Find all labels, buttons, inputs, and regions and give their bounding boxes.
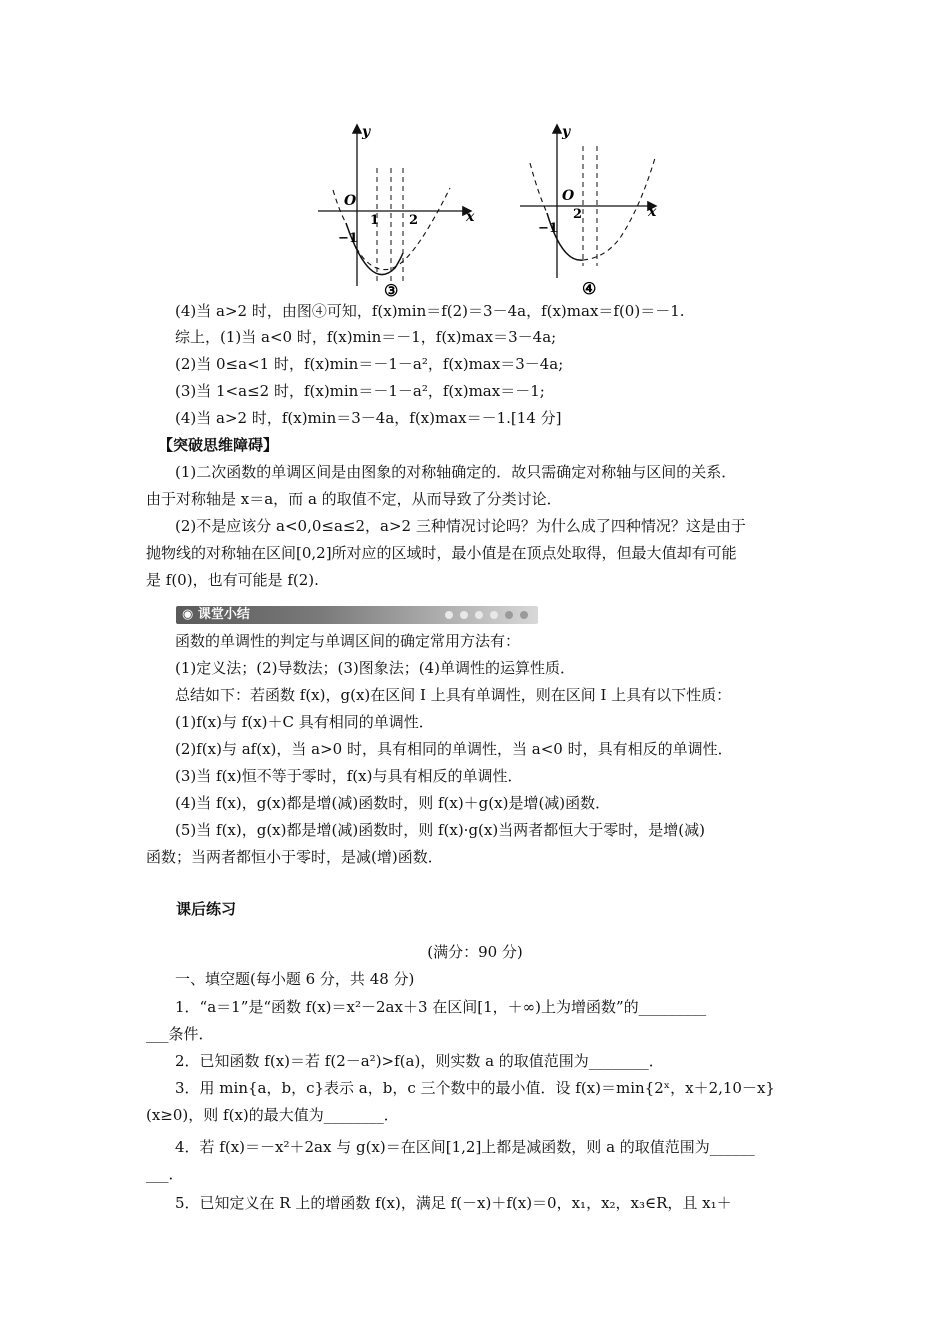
question-3: 3．用 min{a，b，c}表示 a，b，c 三个数中的最小值．设 f(x)＝min{2ˣ，x＋2,10－x} (175, 1079, 775, 1097)
fig3-y-label: y (362, 124, 371, 140)
question-3-cont: (x≥0)，则 f(x)的最大值为________． (146, 1106, 399, 1124)
fig3-neg-1: −1 (338, 231, 358, 246)
summary-line: 函数的单调性的判定与单调区间的确定常用方法有： (175, 632, 521, 650)
decorative-dots (445, 611, 528, 619)
solution-line: (3)当 1<a≤2 时，f(x)min＝－1－a²，f(x)max＝－1; (175, 382, 545, 400)
solution-line: (4)当 a>2 时，f(x)min＝3－4a，f(x)max＝－1.[14 分] (175, 409, 562, 427)
paragraph-line: (2)不是应该分 a<0,0≤a≤2，a>2 三种情况讨论吗？为什么成了四种情况？这是由于 (175, 517, 746, 535)
paragraph-line: 是 f(0)，也有可能是 f(2). (146, 571, 319, 589)
summary-line: (1)f(x)与 f(x)＋C 具有相同的单调性． (175, 713, 434, 731)
section-fill-blank: 一、填空题(每小题 6 分，共 48 分) (175, 970, 415, 988)
figure-3 (318, 124, 475, 298)
question-1-cont: ___条件． (146, 1025, 214, 1043)
fig3-origin: O (344, 193, 357, 209)
homework-title: 课后练习 (176, 900, 237, 918)
fig4-caption: ④ (582, 279, 597, 298)
fig3-caption: ③ (384, 281, 399, 298)
fig4-tick-2: 2 (573, 207, 583, 222)
summary-section-bar (176, 606, 538, 624)
parabola-figures (300, 118, 680, 298)
summary-line: (1)定义法；(2)导数法；(3)图象法；(4)单调性的运算性质． (175, 659, 575, 677)
paragraph-line: 由于对称轴是 x＝a，而 a 的取值不定，从而导致了分类讨论． (146, 490, 562, 508)
summary-line: (3)当 f(x)恒不等于零时，f(x)与具有相反的单调性． (175, 767, 523, 785)
question-5: 5．已知定义在 R 上的增函数 f(x)，满足 f(－x)＋f(x)＝0，x₁，x₂，x₃∈R，且 x₁＋ (175, 1194, 732, 1212)
figure-4 (520, 124, 657, 298)
fig4-origin: O (562, 188, 575, 204)
fig4-y-label: y (562, 124, 571, 140)
homework-score: (满分：90 分) (427, 943, 523, 961)
solution-line: (2)当 0≤a<1 时，f(x)min＝－1－a²，f(x)max＝3－4a; (175, 355, 564, 373)
fig3-tick-1: 1 (370, 213, 380, 228)
fig4-x-label: x (648, 204, 657, 220)
summary-line: (5)当 f(x)，g(x)都是增(减)函数时，则 f(x)·g(x)当两者都恒大于零时，是增(减) (175, 821, 705, 839)
solution-line: 综上，(1)当 a<0 时，f(x)min＝－1，f(x)max＝3－4a; (175, 328, 557, 346)
solution-line: (4)当 a>2 时，由图④可知，f(x)min＝f(2)＝3－4a，f(x)max＝f(0)＝－1. (175, 302, 685, 320)
fig4-neg-1: −1 (538, 221, 558, 236)
summary-line: 函数；当两者都恒小于零时，是减(增)函数． (146, 848, 443, 866)
summary-line: (4)当 f(x)，g(x)都是增(减)函数时，则 f(x)＋g(x)是增(减)函数． (175, 794, 611, 812)
question-1: 1．“a＝1”是“函数 f(x)＝x²－2ax＋3 在区间[1，＋∞)上为增函数”的_________ (175, 998, 707, 1016)
fig3-x-label: x (466, 209, 475, 225)
section-heading: 【突破思维障碍】 (158, 436, 279, 454)
question-4-cont: ___． (146, 1165, 184, 1183)
fig3-tick-2: 2 (409, 213, 419, 228)
paragraph-line: (1)二次函数的单调区间是由图象的对称轴确定的．故只需确定对称轴与区间的关系． (175, 463, 737, 481)
question-4: 4．若 f(x)＝－x²＋2ax 与 g(x)＝在区间[1,2]上都是减函数，则 a 的取值范围为______ (175, 1138, 755, 1156)
summary-line: (2)f(x)与 af(x)，当 a>0 时，具有相同的单调性，当 a<0 时，具有相反的单调性． (175, 740, 733, 758)
question-2: 2．已知函数 f(x)＝若 f(2－a²)>f(a)，则实数 a 的取值范围为________． (175, 1052, 664, 1070)
summary-section-title: ◉ 课堂小结 (182, 607, 250, 622)
summary-line: 总结如下：若函数 f(x)，g(x)在区间 I 上具有单调性，则在区间 I 上具有以下性质： (175, 686, 732, 704)
paragraph-line: 抛物线的对称轴在区间[0,2]所对应的区域时，最小值是在顶点处取得，但最大值却有可能 (146, 544, 737, 562)
